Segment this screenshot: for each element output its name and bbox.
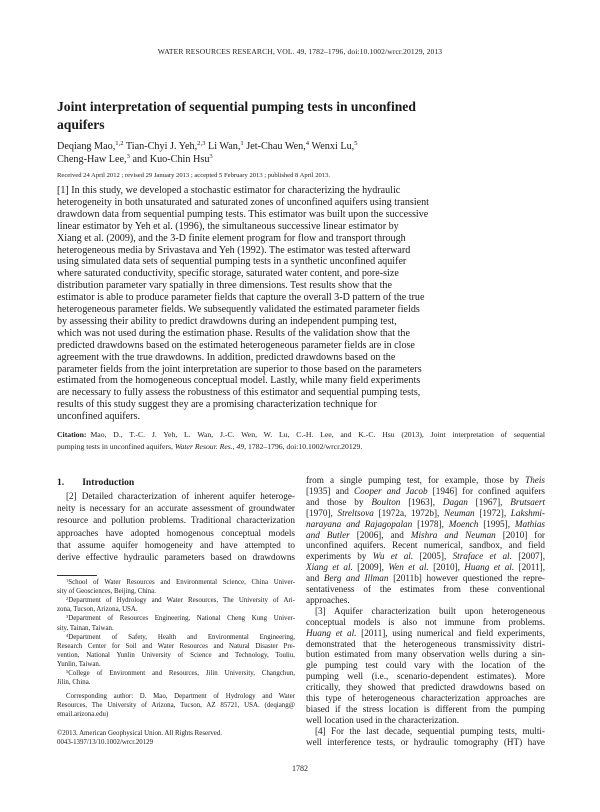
text-segment: experiments by — [306, 551, 373, 562]
text-segment: pumping tests in unconfined aquifers, — [57, 441, 175, 451]
text-segment: [1946] for confined aquifers — [427, 485, 545, 496]
text-segment: Yunlin, Taiwan. — [57, 660, 101, 668]
text-segment: [1972], — [474, 507, 511, 518]
body-line — [306, 596, 545, 605]
text-segment: [2005], — [413, 551, 453, 562]
italic-reference: Straface et al. — [452, 551, 512, 562]
title-line: Joint interpretation of sequential pumping tests in unconfined — [57, 99, 416, 114]
body-line — [306, 563, 545, 572]
text-segment: critically, they showed that predicted drawdowns based on — [306, 682, 545, 693]
superscript: 5 — [66, 669, 69, 674]
italic-reference: Huang et al. — [306, 627, 357, 638]
text-segment: Tian-Chyi J. Yeh, — [123, 141, 198, 152]
author-line — [57, 142, 358, 152]
text-segment: zona, Tucson, Arizona, USA. — [57, 606, 138, 614]
text-segment: [2007], — [511, 551, 545, 562]
text-segment: [2006], and — [349, 529, 411, 540]
page-number: 1782 — [292, 764, 308, 773]
body-line — [306, 552, 545, 561]
body-line — [306, 672, 545, 681]
body-line — [306, 531, 545, 540]
text-segment: [2010], — [428, 562, 465, 573]
citation-label: Citation: — [57, 430, 87, 439]
citation-line — [57, 443, 545, 451]
affiliation-line — [57, 607, 295, 614]
text-segment: demonstrated that the heterogeneous transmissivity distri- — [306, 638, 545, 649]
title-line: aquifers — [57, 117, 105, 132]
text-segment: Deqiang Mao, — [57, 141, 116, 152]
abstract-line: linear estimator by Yeh et al. (1996), the simultaneous successive linear estimator by — [57, 220, 399, 232]
superscript: 1,2 — [115, 140, 124, 147]
text-segment: Department of Resources Engineering, National Cheng Kung Univer- — [68, 615, 295, 623]
body-line — [306, 498, 545, 507]
section-title: Introduction — [82, 477, 135, 488]
italic-reference: Cooper and Jacob — [354, 485, 428, 496]
italic-reference: Lakshmi- — [510, 507, 545, 518]
body-line: derive effective hydraulic parameters based on drawdowns — [57, 552, 295, 562]
body-line — [306, 640, 545, 649]
text-segment: [2009], — [352, 562, 389, 573]
abstract-line: estimated from the homogeneous conceptual model. Lastly, while many field experiments — [57, 375, 421, 387]
text-segment: bution estimated from many observation wells during a sin- — [306, 649, 545, 660]
text-segment: and — [306, 573, 324, 584]
text-segment: [1935] and — [306, 485, 355, 496]
text-segment: [2010] for — [495, 529, 545, 540]
superscript: 2,3 — [197, 140, 206, 147]
affiliation-line — [57, 626, 295, 633]
italic-reference: Xiang et al. — [306, 562, 353, 573]
text-segment: [1995], — [478, 518, 515, 529]
author-line — [57, 152, 213, 165]
affiliation-line — [57, 632, 295, 642]
copyright-line: ©2013. American Geophysical Union. All Rights Reserved. — [57, 730, 223, 737]
superscript: 1 — [66, 578, 69, 583]
text-segment: Jilin, China. — [57, 679, 91, 687]
body-line — [306, 541, 545, 550]
text-segment: [2011], — [514, 562, 545, 573]
text-segment: 1782–1796, doi:10.1002/wrcr.20129. — [246, 441, 363, 451]
italic-reference: Theis — [525, 475, 545, 485]
text-segment: sity, Tainan, Taiwan. — [57, 624, 114, 632]
text-segment: Wenxi Lu, — [309, 141, 355, 152]
text-segment: from a single pumping test, for example, those by — [306, 475, 526, 485]
superscript: 3 — [126, 152, 130, 160]
body-line — [306, 509, 545, 518]
body-line — [306, 694, 545, 703]
text-segment: conceptual models is also not immune from problems. — [306, 616, 545, 627]
received-dates: Received 24 April 2012 ; revised 29 January 2013 ; accepted 5 February 2013 ; published 8 April 2013. — [57, 172, 331, 179]
abstract-line: heterogeneity in both unsaturated and saturated zones of unconfined aquifers using transient — [57, 196, 429, 208]
italic-reference: Mishra and Neuman — [410, 529, 496, 540]
abstract-line: using simulated data sets of sequential pumping tests in a synthetic unconfined aquifer — [57, 256, 407, 268]
text-segment: and Kuo-Chin Hsu — [129, 153, 210, 165]
body-line — [306, 476, 545, 485]
affiliation-line — [57, 616, 295, 623]
abstract-line: heterogeneous parameter fields. We subsequently validated the estimated parameter fields — [57, 304, 420, 315]
affiliation-line — [57, 671, 295, 678]
italic-reference: Moench — [448, 518, 479, 529]
text-segment: [1978], — [412, 518, 449, 529]
abstract-line: estimator is able to produce parameter fields that capture the overall 3-D pattern of the true — [57, 292, 425, 304]
body-line — [306, 629, 545, 638]
text-segment: this type of heterogeneous characterization approaches are — [306, 693, 545, 703]
text-segment: Cheng-Haw Lee, — [57, 153, 127, 165]
italic-reference: Wen et al. — [388, 562, 429, 573]
citation-line — [57, 431, 545, 439]
corresponding-author-line: Resources, The University of Arizona, Tucson, AZ 85721, USA. (deqiang@ — [57, 702, 295, 710]
abstract-line: distribution parameter vary spatially in three dimensions. Test results show that the — [57, 280, 392, 292]
italic-reference: Boulton — [371, 496, 401, 507]
affiliation-line — [57, 598, 295, 605]
body-line — [306, 574, 545, 583]
abstract-line: results of this study suggest they are a promising characterization technique for — [57, 399, 377, 411]
body-line: [2] Detailed characterization of inherent aquifer heteroge- — [66, 491, 295, 501]
body-line — [306, 683, 545, 692]
italic-reference: Mathias — [514, 518, 545, 529]
body-line — [306, 738, 545, 747]
text-segment: well interference tests, or hydraulic tomography (HT) have — [306, 736, 545, 747]
superscript: 4 — [66, 632, 69, 638]
italic-reference: Streltsova — [337, 507, 374, 518]
text-segment: [3] Aquifer characterization built upon heterogeneous — [315, 605, 545, 616]
body-line — [306, 520, 545, 529]
section-heading-introduction — [57, 477, 134, 488]
italic-reference: Huang et al. — [464, 562, 515, 573]
text-segment: Li Wan, — [205, 141, 241, 152]
body-line — [306, 727, 545, 736]
text-segment: [1972a, 1972b], — [373, 507, 445, 518]
text-segment: [4] For the last decade, sequential pumping tests, multi- — [315, 725, 545, 736]
body-line — [306, 650, 545, 659]
text-segment: Jet-Chau Wen, — [243, 141, 306, 152]
superscript: 1 — [240, 140, 244, 147]
text-segment: vention, National Yunlin University of Science and Technology, Touliu, — [57, 651, 295, 659]
superscript: 3 — [66, 614, 69, 620]
text-segment: sity of Geosciences, Beijing, China. — [57, 588, 156, 596]
italic-reference: Dagan — [442, 496, 468, 507]
italic-reference: narayana and Rajagopalan — [306, 518, 413, 529]
text-segment: unconfined aquifers. Recent numerical, sandbox, and field — [306, 540, 545, 551]
body-line — [306, 585, 545, 594]
italic-reference: Neuman — [444, 507, 475, 518]
text-segment: well location used in the characterization. — [306, 714, 460, 725]
text-segment: sentativeness of the estimates from these conventional — [306, 584, 545, 594]
body-line — [306, 607, 545, 616]
affiliation-line — [57, 589, 295, 596]
footnote-divider — [57, 575, 97, 576]
abstract-line: predicted drawdowns based on the estimated heterogeneous parameter fields are in close — [57, 339, 415, 351]
text-segment: Research Center for Soil and Water Resources and Natural Disaster Pre- — [57, 642, 295, 650]
affiliation-line — [57, 662, 295, 669]
abstract-line: by assessing their ability to predict drawdowns during an independent pumping test, — [57, 315, 397, 327]
abstract-line: which was not used during the estimation phase. Results of the validation show that the — [57, 327, 410, 339]
abstract-line: are necessary to fully assess the robustness of this estimator and sequential pumping tests, — [57, 387, 421, 399]
corresponding-author-line: email.arizona.edu) — [57, 711, 109, 719]
body-line: approaches have adopted homogenous conceptual models — [57, 527, 295, 538]
italic-reference: Water Resour. Res., 49, — [174, 441, 247, 451]
section-number: 1. — [57, 477, 65, 488]
text-segment: and those by — [306, 496, 372, 507]
text-segment: approaches. — [306, 594, 350, 605]
text-segment: biased if the stress location is different from the pumping — [306, 703, 545, 714]
italic-reference: Wu et al. — [372, 551, 414, 562]
affiliation-line — [57, 653, 295, 660]
body-line — [306, 487, 545, 496]
abstract-line: unconfined aquifers. — [57, 411, 140, 423]
affiliation-line — [57, 680, 295, 687]
body-line — [306, 716, 545, 725]
superscript: 3 — [209, 152, 213, 160]
text-segment: gle pumping test could vary with the location of the — [306, 660, 545, 671]
text-segment: [1970], — [306, 507, 338, 518]
italic-reference: Brutsaert — [510, 496, 546, 507]
text-segment: Mao, D., T.-C. J. Yeh, L. Wan, J.-C. Wen, W. Lu, C.-H. Lee, and K.-C. Hsu (2013), Joint interpretation of sequential — [90, 430, 545, 439]
text-segment: pumping well (i.e., scenario-dependent estimates). More — [306, 671, 545, 682]
affiliation-line — [57, 644, 295, 651]
corresponding-author-line: Corresponding author: D. Mao, Department of Hydrology and Water — [66, 693, 295, 700]
abstract-line: [1] In this study, we developed a stochastic estimator for characterizing the hydraulic — [57, 185, 401, 196]
superscript: 5 — [354, 140, 358, 147]
italic-reference: Berg and Illman — [323, 573, 389, 584]
body-line: neity is necessary for an accurate assessment of groundwater — [57, 503, 295, 514]
body-line — [306, 618, 545, 627]
text-segment: [1963], — [400, 496, 443, 507]
text-segment: School of Water Resources and Environmental Science, China Univer- — [68, 579, 295, 586]
body-line — [306, 661, 545, 670]
body-line: that assume aquifer homogeneity and have attempted to — [57, 539, 295, 550]
text-segment: Department of Safety, Health and Environmental Engineering, — [68, 633, 295, 641]
abstract-line: parameter fields from the joint interpretation are superior to those based on the parameters — [57, 363, 422, 375]
affiliation-line — [57, 580, 295, 587]
copyright-line: 0043-1397/13/10.1002/wrcr.20129 — [57, 739, 154, 747]
text-segment: Department of Hydrology and Water Resources, The University of Ari- — [68, 597, 295, 605]
text-segment: [2011], using numerical and field experiments, — [356, 627, 545, 638]
superscript: 4 — [305, 140, 310, 147]
italic-reference: and Butler — [306, 529, 350, 540]
text-segment: College of Environment and Resources, Jilin University, Changchun, — [68, 670, 295, 677]
text-segment: [1967], — [467, 496, 511, 507]
running-header: WATER RESOURCES RESEARCH, VOL. 49, 1782–1796, doi:10.1002/wrcr.20129, 2013 — [157, 47, 443, 56]
abstract-line: heterogeneous media by Srivastava and Yeh (1992). The estimator was tested afterward — [57, 244, 411, 256]
abstract-line: drawdown data from sequential pumping tests. This estimator was built upon the successive — [57, 208, 429, 220]
superscript: 2 — [66, 596, 69, 602]
abstract-line: Xiang et al. (2009), and the 3-D finite element program for flow and transport through — [57, 232, 406, 244]
abstract-line: where saturated conductivity, specific storage, saturated water content, and pore-size — [57, 268, 399, 280]
text-segment: [2011b] however questioned the repre- — [388, 573, 545, 584]
body-line — [306, 705, 545, 714]
body-line: resource and pollution problems. Traditional characterization — [57, 515, 295, 526]
abstract-line: agreement with the true drawdowns. In addition, predicted drawdowns based on the — [57, 351, 396, 363]
